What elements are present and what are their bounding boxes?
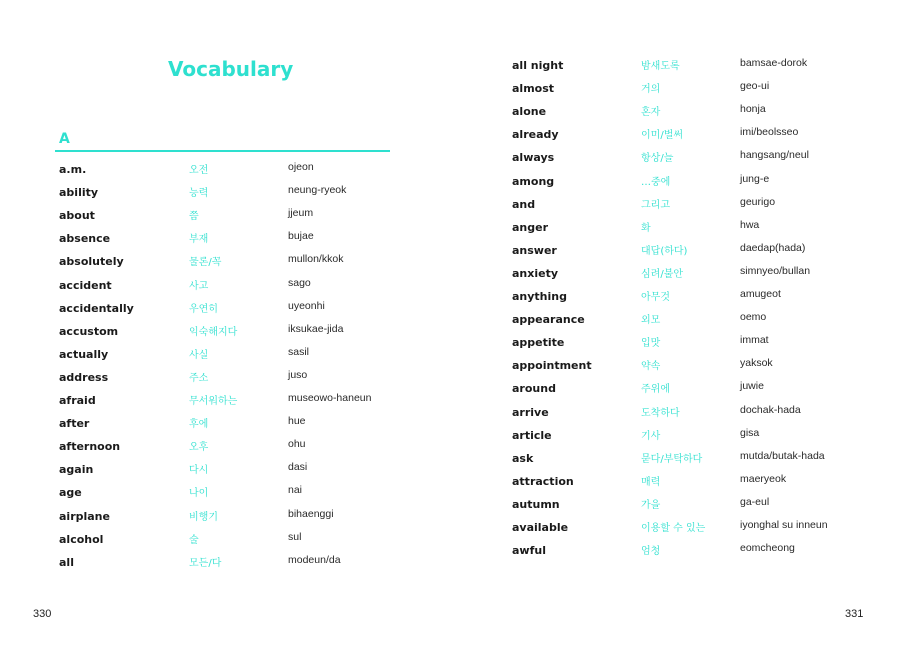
vocab-entry	[59, 276, 419, 299]
vocab-entry	[59, 209, 419, 229]
vocab-entry	[512, 449, 872, 472]
english-word: around	[512, 382, 556, 396]
korean-word: 다시	[189, 465, 209, 477]
korean-word: 익숙해지다	[189, 326, 238, 338]
english-word: alone	[512, 105, 547, 119]
romanization: neung-ryeok	[288, 184, 347, 197]
vocab-entry	[59, 186, 419, 206]
english-word: alcohol	[59, 532, 104, 546]
korean-word: 항상/늘	[641, 153, 674, 165]
vocab-entry	[59, 299, 419, 322]
vocab-entry	[59, 394, 419, 414]
korean-word: 부재	[189, 234, 209, 246]
vocab-entry	[512, 403, 872, 426]
english-word: age	[59, 486, 82, 500]
english-word: anger	[512, 220, 549, 234]
english-word: about	[59, 209, 95, 223]
romanization: bihaenggi	[288, 507, 334, 520]
korean-word: 모든/다	[189, 557, 222, 569]
romanization: eomcheong	[740, 542, 795, 555]
english-word: already	[512, 128, 559, 142]
romanization: bujae	[288, 230, 314, 243]
vocab-entry	[512, 382, 872, 402]
english-word: appointment	[512, 359, 592, 373]
korean-word: 엄청	[641, 546, 661, 558]
korean-word: 술	[189, 534, 199, 546]
romanization: mutda/butak-hada	[740, 449, 825, 462]
english-word: accidentally	[59, 301, 134, 315]
korean-word: 혼자	[641, 107, 661, 119]
korean-word: 화	[641, 222, 651, 234]
romanization: sago	[288, 276, 311, 289]
korean-word: 대답(하다)	[641, 245, 688, 257]
vocab-entry	[59, 486, 419, 506]
vocab-entry	[512, 172, 872, 195]
korean-word: 비행기	[189, 511, 218, 523]
romanization: honja	[740, 103, 766, 116]
english-word: address	[59, 370, 109, 384]
romanization: dasi	[288, 461, 308, 474]
vocab-entry	[512, 495, 872, 518]
romanization: ojeon	[288, 161, 314, 173]
english-word: afraid	[59, 394, 96, 407]
english-word: awful	[512, 544, 546, 558]
vocab-entry	[512, 59, 872, 79]
english-word: answer	[512, 243, 557, 257]
english-word: a.m.	[59, 163, 87, 176]
english-word: anything	[512, 290, 567, 303]
romanization: hwa	[740, 218, 760, 231]
english-word: appetite	[512, 336, 565, 350]
vocab-entry	[512, 544, 872, 564]
romanization: maeryeok	[740, 472, 787, 485]
romanization: dochak-hada	[740, 403, 801, 416]
vocab-entry	[512, 105, 872, 125]
korean-word: 매력	[641, 476, 661, 488]
vocab-entry	[512, 128, 872, 148]
romanization: geurigo	[740, 195, 776, 208]
romanization: geo-ui	[740, 80, 770, 93]
english-word: and	[512, 197, 536, 211]
korean-word: 심려/불안	[641, 268, 684, 280]
korean-word: 기사	[641, 430, 661, 442]
vocab-entry	[512, 264, 872, 287]
korean-word: 무서워하는	[189, 396, 238, 407]
korean-word: 아무것	[641, 292, 670, 303]
vocab-entry	[59, 255, 419, 275]
romanization: iksukae-jida	[288, 322, 344, 335]
romanization: modeun/da	[288, 553, 341, 566]
romanization: amugeot	[740, 288, 781, 300]
english-word: among	[512, 174, 555, 188]
english-word: always	[512, 151, 555, 165]
korean-word: 이용할 수 있는	[641, 523, 706, 534]
korean-word: 밤새도록	[641, 61, 680, 72]
romanization: mullon/kkok	[288, 253, 344, 266]
english-word: again	[59, 463, 94, 477]
korean-word: 묻다/부탁하다	[641, 453, 703, 465]
korean-word: 외모	[641, 315, 661, 327]
english-word: absence	[59, 232, 111, 246]
vocab-entry	[59, 440, 419, 460]
romanization: ohu	[288, 438, 306, 451]
page-title: Vocabulary	[168, 57, 294, 81]
korean-word: 이미/벌써	[641, 130, 684, 142]
romanization: museowo-haneun	[288, 392, 372, 404]
english-word: ask	[512, 451, 534, 465]
korean-word: 후에	[189, 419, 209, 431]
romanization: hue	[288, 415, 306, 428]
romanization: ga-eul	[740, 495, 770, 508]
korean-word: 거의	[641, 84, 661, 96]
vocab-entry	[59, 507, 419, 530]
korean-word: 사고	[189, 280, 209, 292]
vocab-entry	[512, 426, 872, 449]
korean-word: 가을	[641, 499, 661, 511]
romanization: nai	[288, 484, 303, 497]
romanization: immat	[740, 334, 769, 347]
vocab-entry	[59, 322, 419, 345]
vocab-entry	[512, 151, 872, 171]
page-number-right: 331	[845, 608, 864, 620]
romanization: simnyeo/bullan	[740, 264, 811, 277]
korean-word: 주소	[189, 372, 209, 384]
romanization: imi/beolsseo	[740, 126, 799, 139]
romanization: yaksok	[740, 357, 773, 370]
vocab-entry	[512, 241, 872, 264]
romanization: jjeum	[288, 207, 314, 220]
korean-word: 주위에	[641, 384, 670, 396]
korean-word: 능력	[189, 188, 209, 200]
vocab-entry	[59, 417, 419, 437]
romanization: sul	[288, 530, 302, 543]
english-word: absolutely	[59, 255, 124, 269]
page-number-left: 330	[33, 608, 52, 620]
romanization: uyeonhi	[288, 299, 325, 312]
vocab-entry	[59, 345, 419, 368]
section-heading-letter: A	[59, 131, 70, 147]
romanization: sasil	[288, 345, 310, 358]
romanization: iyonghal su inneun	[740, 519, 828, 531]
korean-word: 오전	[189, 165, 209, 176]
english-word: all	[59, 555, 74, 569]
korean-word: 약속	[641, 361, 661, 373]
english-word: all night	[512, 59, 564, 72]
vocab-entry	[59, 530, 419, 553]
romanization: hangsang/neul	[740, 149, 809, 162]
english-word: actually	[59, 347, 109, 361]
vocab-entry	[512, 313, 872, 333]
vocab-entry	[512, 472, 872, 495]
korean-word: 우연히	[189, 303, 218, 315]
vocab-entry	[512, 290, 872, 310]
korean-word: …중에	[641, 176, 671, 188]
english-word: arrive	[512, 405, 549, 419]
english-word: attraction	[512, 474, 574, 488]
romanization: oemo	[740, 311, 767, 324]
korean-word: 사실	[189, 349, 209, 361]
english-word: autumn	[512, 497, 560, 511]
korean-word: 도착하다	[641, 407, 680, 419]
romanization: juso	[288, 368, 308, 381]
korean-word: 그리고	[641, 199, 670, 211]
vocab-entry	[512, 359, 872, 379]
romanization: jung-e	[740, 172, 770, 185]
vocab-entry	[512, 218, 872, 241]
romanization: daedap(hada)	[740, 241, 806, 254]
english-word: almost	[512, 82, 555, 96]
romanization: juwie	[740, 380, 764, 393]
korean-word: 오후	[189, 442, 209, 454]
section-divider	[55, 150, 390, 152]
english-word: anxiety	[512, 266, 559, 280]
vocab-entry	[512, 82, 872, 102]
english-word: available	[512, 521, 569, 534]
english-word: accustom	[59, 324, 119, 338]
english-word: afternoon	[59, 440, 121, 454]
vocab-entry	[512, 195, 872, 218]
english-word: ability	[59, 186, 99, 200]
korean-word: 나이	[189, 488, 209, 500]
english-word: article	[512, 428, 552, 442]
english-word: airplane	[59, 509, 110, 523]
english-word: appearance	[512, 313, 585, 327]
english-word: accident	[59, 278, 112, 292]
vocab-entry	[512, 521, 872, 541]
vocab-entry	[512, 336, 872, 356]
english-word: after	[59, 417, 90, 431]
vocab-entry	[59, 163, 419, 183]
vocab-entry	[59, 553, 419, 576]
vocab-entry	[59, 232, 419, 252]
romanization: gisa	[740, 426, 760, 439]
vocab-entry	[59, 463, 419, 483]
korean-word: 쯤	[189, 211, 199, 223]
romanization: bamsae-dorok	[740, 57, 808, 69]
korean-word: 입맛	[641, 338, 661, 350]
vocab-entry	[59, 368, 419, 391]
korean-word: 물론/꼭	[189, 257, 222, 269]
